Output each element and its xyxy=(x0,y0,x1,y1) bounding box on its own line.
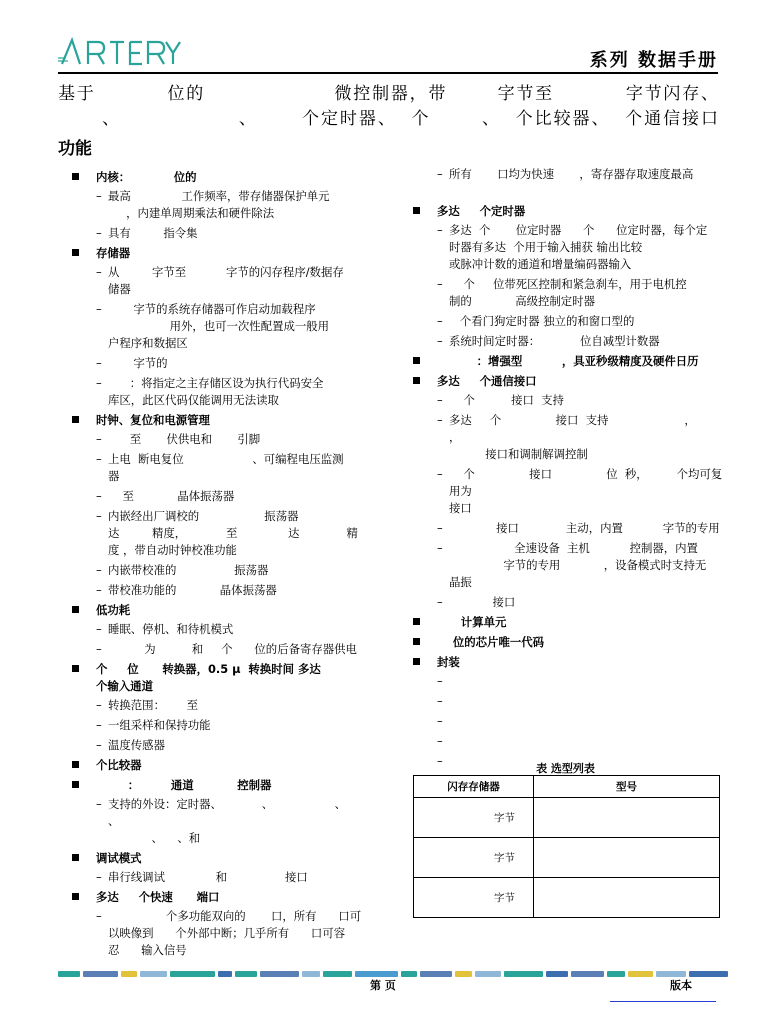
footer-bar-segment xyxy=(121,971,137,977)
column-header: 闪存存储器 xyxy=(414,776,534,798)
feature-sub-item xyxy=(84,697,377,714)
feature-sub-item xyxy=(425,693,723,710)
dash-marker: – xyxy=(96,302,102,316)
footer-bar-segment xyxy=(235,971,257,977)
bullet-square-icon xyxy=(413,357,420,364)
feature-bullet-text: 内核： 位的 xyxy=(96,170,197,184)
dash-marker: – xyxy=(96,189,102,203)
feature-sub-item xyxy=(84,431,377,448)
version-label: 版本 xyxy=(670,979,692,992)
bullet-square-icon xyxy=(72,606,79,613)
footer-bar-segment xyxy=(607,971,625,977)
feature-sub-text: 最高 工作频率，带存储器保护单元 ，内建单周期乘法和硬件除法 xyxy=(108,189,330,220)
table-cell xyxy=(534,878,720,918)
feature-sub-text: 个 位带死区控制和紧急刹车，用于电机控 制的 高级控制定时器 xyxy=(449,277,687,308)
feature-sub-text: 至 晶体振荡器 xyxy=(108,489,235,503)
feature-bullet-text: 个 位 转换器，0.5 μ 转换时间 多达 个输入通道 xyxy=(96,662,321,693)
feature-sub-item xyxy=(425,520,723,537)
feature-sub-text: 为 和 个 位的后备寄存器供电 xyxy=(108,642,357,656)
feature-sub-text: 多达 个 位定时器 个 位定时器，每个定 时器有多达 个用于输入捕获 输出比较 或脉冲计数的通道和增量编码器输入 xyxy=(449,223,708,271)
feature-sub-text: 睡眠、停机、和待机模式 xyxy=(108,622,234,636)
dash-marker: – xyxy=(96,356,102,370)
feature-sub-text: 从 字节至 字节的闪存程序/数据存 储器 xyxy=(108,265,344,296)
feature-sub-text: 字节的系统存储器可作启动加载程序 用外，也可一次性配置成一般用 户程序和数据区 xyxy=(108,302,330,350)
feature-sub-text: 接口 xyxy=(449,595,516,609)
header-divider xyxy=(58,72,718,74)
feature-bullet xyxy=(72,245,377,262)
footer-bar-segment xyxy=(420,971,451,977)
feature-sub-item xyxy=(425,392,723,409)
feature-bullet-text: 位的芯片唯一代码 xyxy=(437,635,545,649)
footer-bar-segment xyxy=(628,971,654,977)
feature-sub-item xyxy=(425,166,723,183)
footer-bar-segment xyxy=(83,971,118,977)
feature-bullet xyxy=(72,757,377,774)
feature-sub-text: 多达 个 接口 支持 ， ， 接口和调制解调控制 xyxy=(449,413,696,461)
footer-bar-segment xyxy=(170,971,215,977)
feature-sub-item xyxy=(84,355,377,372)
feature-bullet-text: 封装 xyxy=(437,655,460,669)
footer-bar-segment xyxy=(455,971,473,977)
feature-sub-item xyxy=(84,717,377,734)
feature-sub-item xyxy=(84,562,377,579)
feature-sub-item xyxy=(84,508,377,559)
dash-marker: – xyxy=(96,563,102,577)
feature-sub-text: 所有 口均为快速 ，寄存器存取速度最高 xyxy=(449,167,694,181)
feature-bullet xyxy=(413,654,723,671)
table-row xyxy=(414,878,720,918)
dash-marker: – xyxy=(96,870,102,884)
feature-bullet xyxy=(413,203,723,220)
feature-bullet-text: 多达 个快速 端口 xyxy=(96,890,220,904)
feature-bullet-text: 多达 个通信接口 xyxy=(437,374,537,388)
dash-marker: – xyxy=(437,595,443,609)
table-cell xyxy=(534,798,720,838)
feature-bullet-text: 计算单元 xyxy=(437,615,507,629)
artery-logo xyxy=(58,36,182,68)
feature-bullet-text: 多达 个定时器 xyxy=(437,204,526,218)
feature-bullet xyxy=(72,602,377,619)
feature-sub-item xyxy=(425,540,723,591)
feature-sub-text: 字节的 xyxy=(108,356,168,370)
footer-bar-segment xyxy=(571,971,604,977)
dash-marker: – xyxy=(96,583,102,597)
feature-bullet xyxy=(72,412,377,429)
feature-sub-item xyxy=(84,869,377,886)
feature-sub-item xyxy=(84,908,377,959)
dash-marker: – xyxy=(437,413,443,427)
dash-marker: – xyxy=(437,167,443,181)
footer-bar-segment xyxy=(58,971,80,977)
feature-sub-item xyxy=(84,737,377,754)
feature-sub-text: 系统时间定时器： 位自减型计数器 xyxy=(449,334,660,348)
features-left-column xyxy=(72,166,377,962)
feature-bullet-text: 时钟、复位和电源管理 xyxy=(96,413,210,427)
dash-marker: – xyxy=(437,334,443,348)
feature-sub-item xyxy=(84,375,377,409)
feature-sub-text: 具有 指令集 xyxy=(108,226,198,240)
dash-marker: – xyxy=(96,642,102,656)
footer-bar-segment xyxy=(260,971,299,977)
footer-bar-segment xyxy=(140,971,168,977)
dash-marker: – xyxy=(96,452,102,466)
features-heading: 功能 xyxy=(58,139,92,159)
footer-bar-segment xyxy=(504,971,543,977)
table-row xyxy=(414,838,720,878)
bullet-square-icon xyxy=(72,173,79,180)
feature-sub-text: 带校准功能的 晶体振荡器 xyxy=(108,583,277,597)
feature-bullet xyxy=(413,634,723,651)
bullet-square-icon xyxy=(72,249,79,256)
feature-sub-item xyxy=(84,621,377,638)
feature-sub-item xyxy=(425,466,723,517)
bullet-square-icon xyxy=(413,377,420,384)
feature-sub-item xyxy=(84,488,377,505)
dash-marker: – xyxy=(437,541,443,555)
footer-bar-segment xyxy=(323,971,352,977)
feature-sub-item xyxy=(425,412,723,463)
dash-marker: – xyxy=(437,714,443,728)
feature-bullet xyxy=(72,777,377,794)
bullet-square-icon xyxy=(413,618,420,625)
dash-marker: – xyxy=(437,754,443,768)
dash-marker: – xyxy=(437,277,443,291)
dash-marker: – xyxy=(96,797,102,811)
dash-marker: – xyxy=(437,521,443,535)
table-header-row xyxy=(414,776,720,798)
feature-bullet-text: 个比较器 xyxy=(96,758,142,772)
feature-sub-item xyxy=(84,582,377,599)
dash-marker: – xyxy=(96,718,102,732)
footer-bar-segment xyxy=(546,971,568,977)
feature-bullet xyxy=(413,373,723,390)
dash-marker: – xyxy=(96,265,102,279)
bullet-square-icon xyxy=(413,207,420,214)
feature-bullet-text: ： 通道 控制器 xyxy=(96,778,272,792)
bullet-square-icon xyxy=(72,854,79,861)
dash-marker: – xyxy=(437,223,443,237)
feature-sub-text: 接口 主动，内置 字节的专用 xyxy=(496,521,720,535)
bullet-square-icon xyxy=(72,416,79,423)
feature-sub-item xyxy=(425,333,723,350)
feature-sub-text: 串行线调试 和 接口 xyxy=(108,870,308,884)
dash-marker: – xyxy=(96,698,102,712)
table-cell xyxy=(534,838,720,878)
feature-sub-text: 温度传感器 xyxy=(108,738,165,752)
dash-marker: – xyxy=(437,694,443,708)
feature-bullet-text: ：增强型 ，具亚秒级精度及硬件日历 xyxy=(437,354,699,368)
feature-sub-text: 个 接口 位 秒， 个均可复用为 接口 xyxy=(449,467,723,515)
dash-marker: – xyxy=(96,738,102,752)
feature-sub-item xyxy=(425,276,723,310)
dash-marker: – xyxy=(96,489,102,503)
feature-bullet-text: 低功耗 xyxy=(96,603,131,617)
feature-sub-text: 个 接口 支持 xyxy=(449,393,564,407)
feature-sub-text: 个看门狗定时器 独立的和窗口型的 xyxy=(449,314,635,328)
selection-table xyxy=(413,775,720,918)
feature-bullet xyxy=(72,169,377,186)
document-title: 系列 数据手册 xyxy=(589,50,718,71)
feature-sub-item xyxy=(84,641,377,658)
footer-bar-segment xyxy=(401,971,417,977)
dash-marker: – xyxy=(437,674,443,688)
feature-sub-item xyxy=(425,713,723,730)
features-right-column xyxy=(413,166,723,773)
footer-bar-segment xyxy=(218,971,232,977)
table-cell: 字节 xyxy=(414,798,534,838)
dash-marker: – xyxy=(437,734,443,748)
dash-marker: – xyxy=(96,622,102,636)
bullet-square-icon xyxy=(72,893,79,900)
feature-sub-item xyxy=(84,451,377,485)
feature-sub-text: 一组采样和保持功能 xyxy=(108,718,211,732)
dash-marker: – xyxy=(96,432,102,446)
footer-bar-segment xyxy=(302,971,320,977)
feature-sub-item xyxy=(84,264,377,298)
feature-sub-text: 至 伏供电和 引脚 xyxy=(108,432,261,446)
bullet-square-icon xyxy=(413,638,420,645)
bullet-square-icon xyxy=(72,781,79,788)
feature-sub-text: 内嵌带校准的 振荡器 xyxy=(108,563,269,577)
feature-sub-text: ：将指定之主存储区设为执行代码安全 库区，此区代码仅能调用无法读取 xyxy=(108,376,324,407)
feature-sub-item xyxy=(425,313,723,330)
feature-sub-item xyxy=(425,673,723,690)
feature-sub-item xyxy=(84,188,377,222)
bullet-square-icon xyxy=(413,658,420,665)
feature-sub-text: 个多功能双向的 口，所有 口可 以映像到 个外部中断；几乎所有 口可容 忍 输入信号 xyxy=(108,909,362,957)
footer-bar-segment xyxy=(689,971,728,977)
feature-bullet-text: 调试模式 xyxy=(96,851,142,865)
dash-marker: – xyxy=(96,376,102,390)
feature-sub-text: 内嵌经出厂调校的 振荡器 达 精度， 至 达 精 度 ，带自动时钟校准功能 xyxy=(108,509,358,557)
feature-sub-item xyxy=(425,594,723,611)
footer-bar-segment xyxy=(475,971,501,977)
feature-sub-item xyxy=(84,225,377,242)
feature-sub-item xyxy=(425,733,723,750)
table-row xyxy=(414,798,720,838)
feature-sub-text: 上电 断电复位 、可编程电压监测 器 xyxy=(108,452,344,483)
bullet-square-icon xyxy=(72,665,79,672)
feature-sub-text: 支持的外设：定时器、 、 、 、 、 、和 xyxy=(108,797,347,845)
title-line: 、 、 个定时器、 个 、 个比较器、 个通信接口 xyxy=(58,109,718,129)
product-title xyxy=(58,82,718,132)
bullet-square-icon xyxy=(72,761,79,768)
dash-marker: – xyxy=(96,509,102,523)
table-cell: 字节 xyxy=(414,878,534,918)
dash-marker: – xyxy=(96,909,102,923)
page-number: 第 页 xyxy=(370,979,396,992)
table-caption: 表 选型列表 xyxy=(536,762,595,775)
feature-bullet xyxy=(72,889,377,906)
feature-bullet-text: 存储器 xyxy=(96,246,131,260)
feature-bullet xyxy=(413,614,723,631)
dash-marker: – xyxy=(437,393,443,407)
feature-bullet xyxy=(72,661,377,695)
feature-bullet xyxy=(72,850,377,867)
feature-sub-item xyxy=(84,301,377,352)
dash-marker: – xyxy=(437,467,443,481)
spacer xyxy=(413,186,723,200)
title-line: 基于 位的 微控制器，带 字节至 字节闪存、 xyxy=(58,84,718,104)
table-cell: 字节 xyxy=(414,838,534,878)
feature-sub-item xyxy=(425,222,723,273)
feature-sub-text: 全速设备 主机 控制器，内置 字节的专用 ，设备模式时支持无 晶振 xyxy=(449,541,707,589)
version-link-underline xyxy=(610,1001,716,1002)
dash-marker: – xyxy=(437,314,443,328)
feature-bullet xyxy=(413,353,723,370)
dash-marker: – xyxy=(96,226,102,240)
feature-sub-text: 转换范围： 至 xyxy=(108,698,199,712)
column-header: 型号 xyxy=(534,776,720,798)
feature-sub-item xyxy=(84,796,377,847)
